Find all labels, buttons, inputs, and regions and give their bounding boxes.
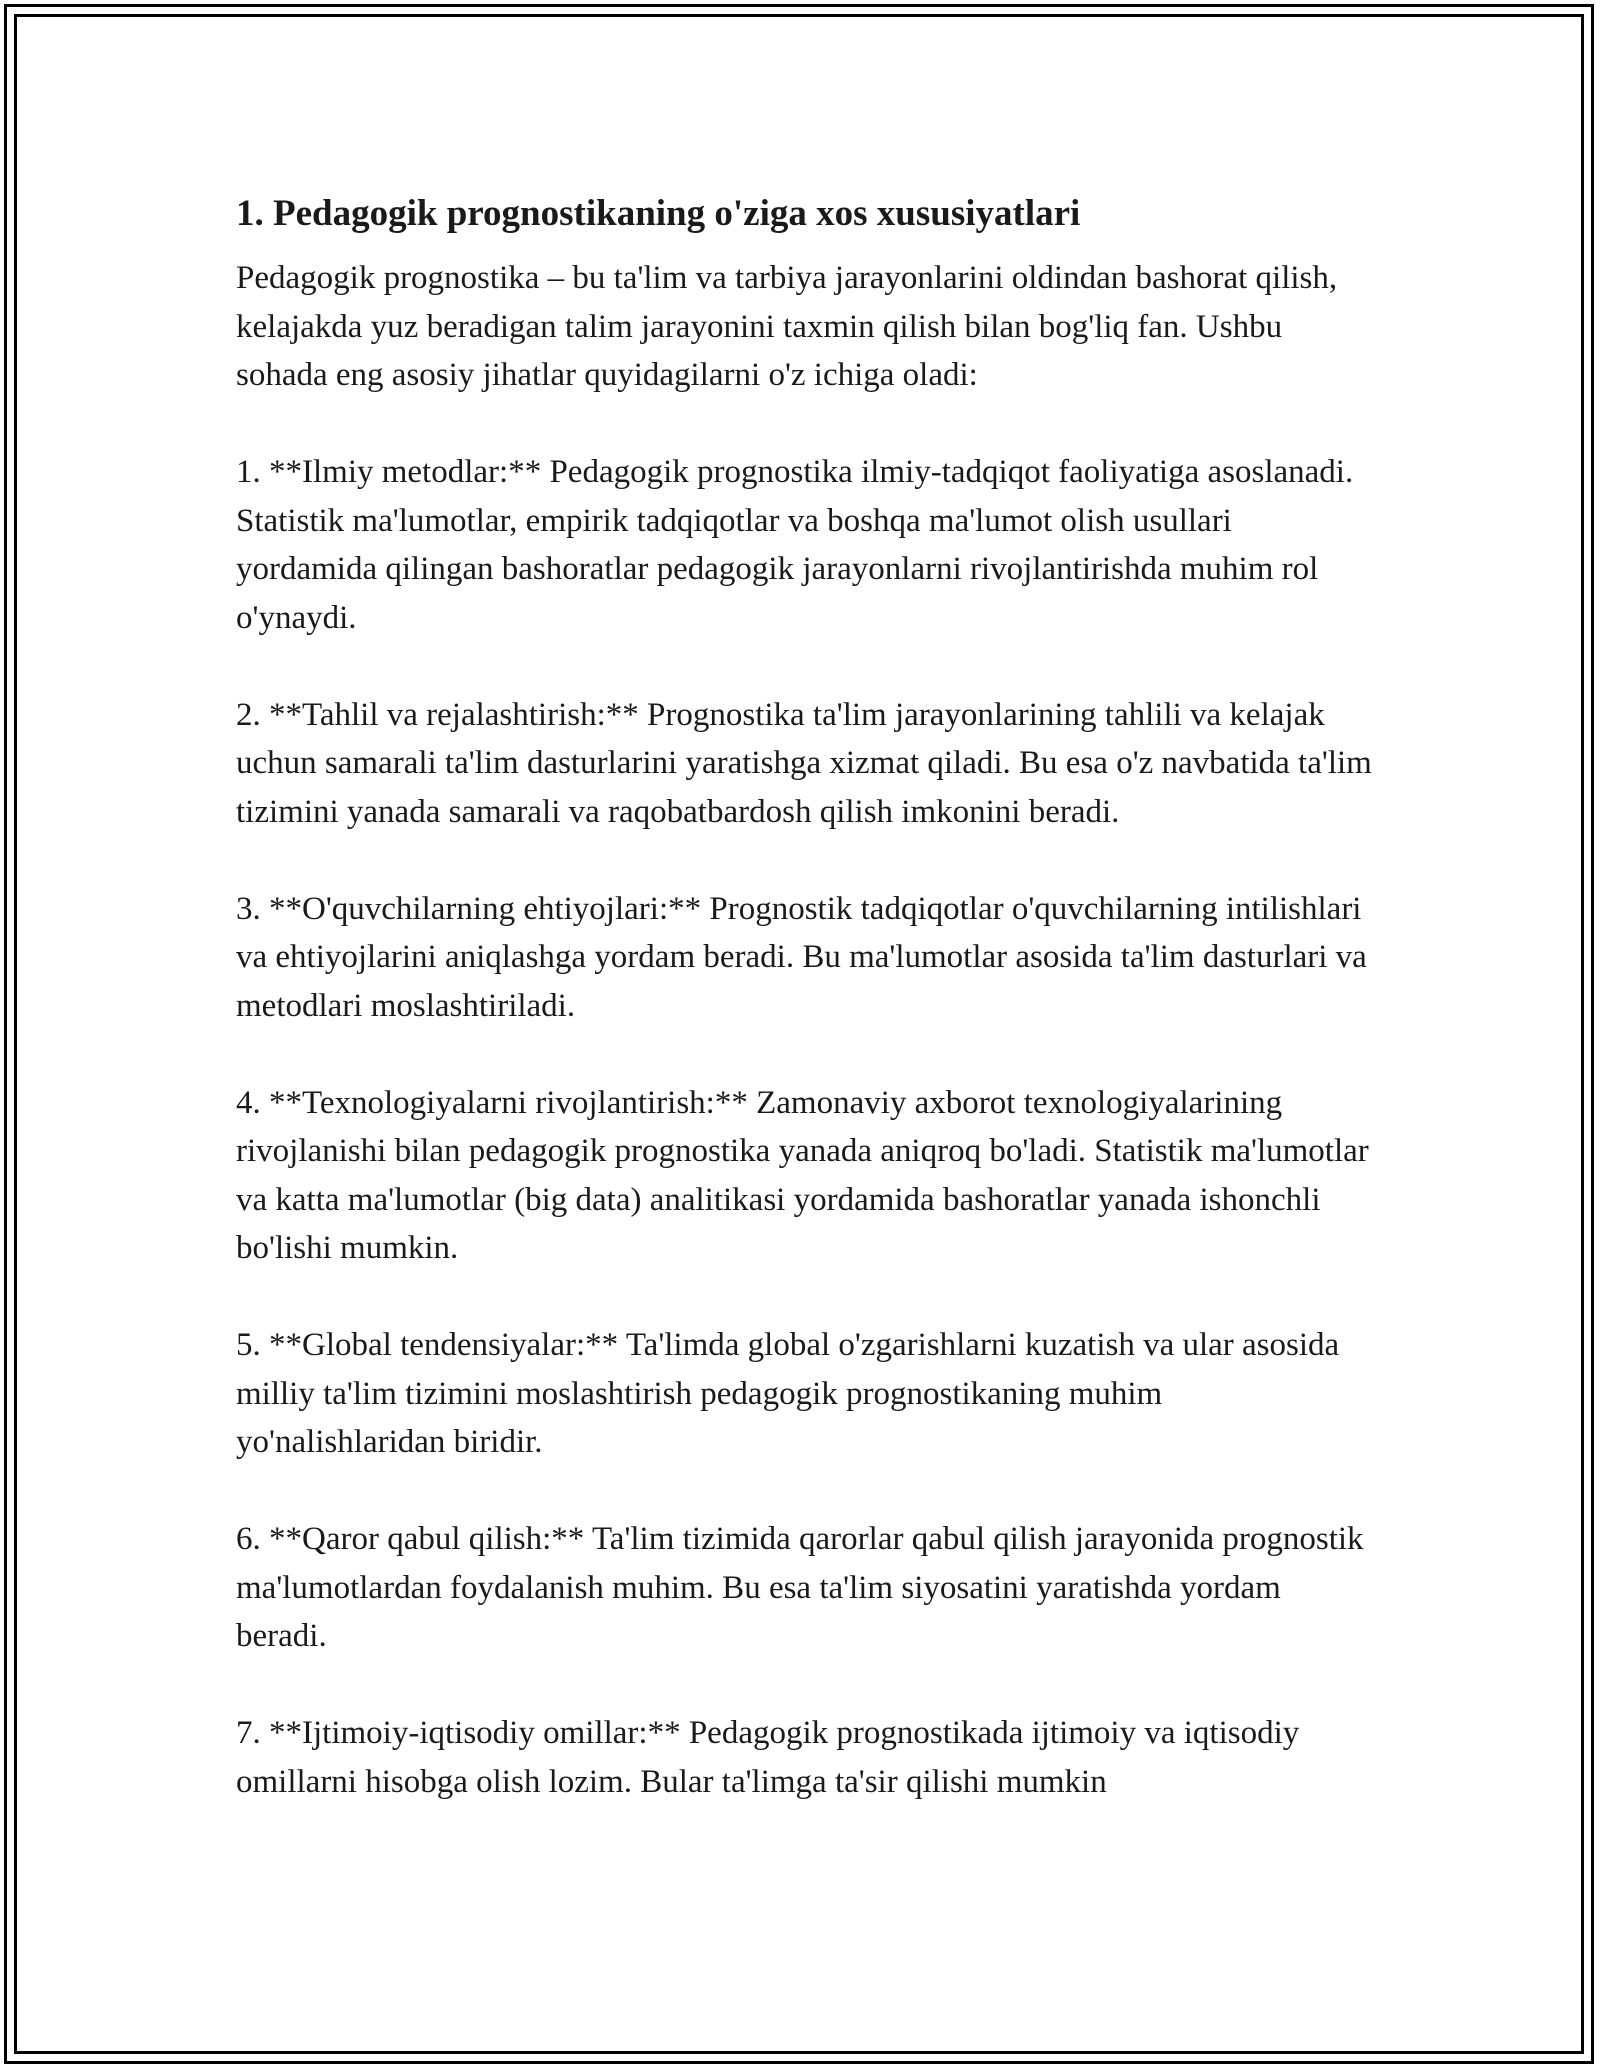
list-item-5: 5. **Global tendensiyalar:** Ta'limda global o'zgarishlarni kuzatish va ular asosida milliy ta'lim tizimini moslashtirish pedagogik prognostikaning muhim yo'nalishlaridan biridir. — [236, 1327, 1340, 1460]
document-title: 1. Pedagogik prognostikaning o'ziga xos xususiyatlari — [236, 193, 1081, 234]
list-item-6: 6. **Qaror qabul qilish:** Ta'lim tizimida qarorlar qabul qilish jarayonida prognostik ma'lumotlardan foydalanish muhim. Bu esa ta'lim siyosatini yaratishda yordam beradi. — [236, 1521, 1364, 1654]
document-body — [236, 190, 1376, 1855]
list-item-7: 7. **Ijtimoiy-iqtisodiy omillar:** Pedagogik prognostikada ijtimoiy va iqtisodiy omillarni hisobga olish lozim. Bular ta'limga ta'sir qilishi mumkin — [236, 1715, 1300, 1800]
list-item-3: 3. **O'quvchilarning ehtiyojlari:** Prognostik tadqiqotlar o'quvchilarning intilishlari va ehtiyojlarini aniqlashga yordam beradi. Bu ma'lumotlar asosida ta'lim dasturlari va metodlari moslashtiriladi. — [236, 890, 1367, 1024]
intro-paragraph: Pedagogik prognostika – bu ta'lim va tarbiya jarayonlarini oldindan bashorat qilish, kelajakda yuz beradigan talim jarayonini taxmin qilish bilan bog'liq fan. Ushbu sohada eng asosiy jihatlar quyidagilarni o'z ichiga oladi: — [236, 260, 1338, 393]
list-item-1: 1. **Ilmiy metodlar:** Pedagogik prognostika ilmiy-tadqiqot faoliyatiga asoslanadi. Statistik ma'lumotlar, empirik tadqiqotlar va boshqa ma'lumot olish usullari yordamida qilingan bashoratlar pedagogik jarayonlarni rivojlantirishda muhim rol o'ynaydi. — [236, 454, 1354, 636]
list-item-2: 2. **Tahlil va rejalashtirish:** Prognostika ta'lim jarayonlarining tahlili va kelajak uchun samarali ta'lim dasturlarini yaratishga xizmat qiladi. Bu esa o'z navbatida ta'lim tizimini yanada samarali va raqobatbardosh qilish imkonini beradi. — [236, 696, 1372, 830]
list-item-4: 4. **Texnologiyalarni rivojlantirish:** Zamonaviy axborot texnologiyalarining rivojlanishi bilan pedagogik prognostika yanada aniqroq bo'ladi. Statistik ma'lumotlar va katta ma'lumotlar (big data) analitikasi yordamida bashoratlar yanada ishonchli bo'lishi mumkin. — [236, 1084, 1369, 1266]
